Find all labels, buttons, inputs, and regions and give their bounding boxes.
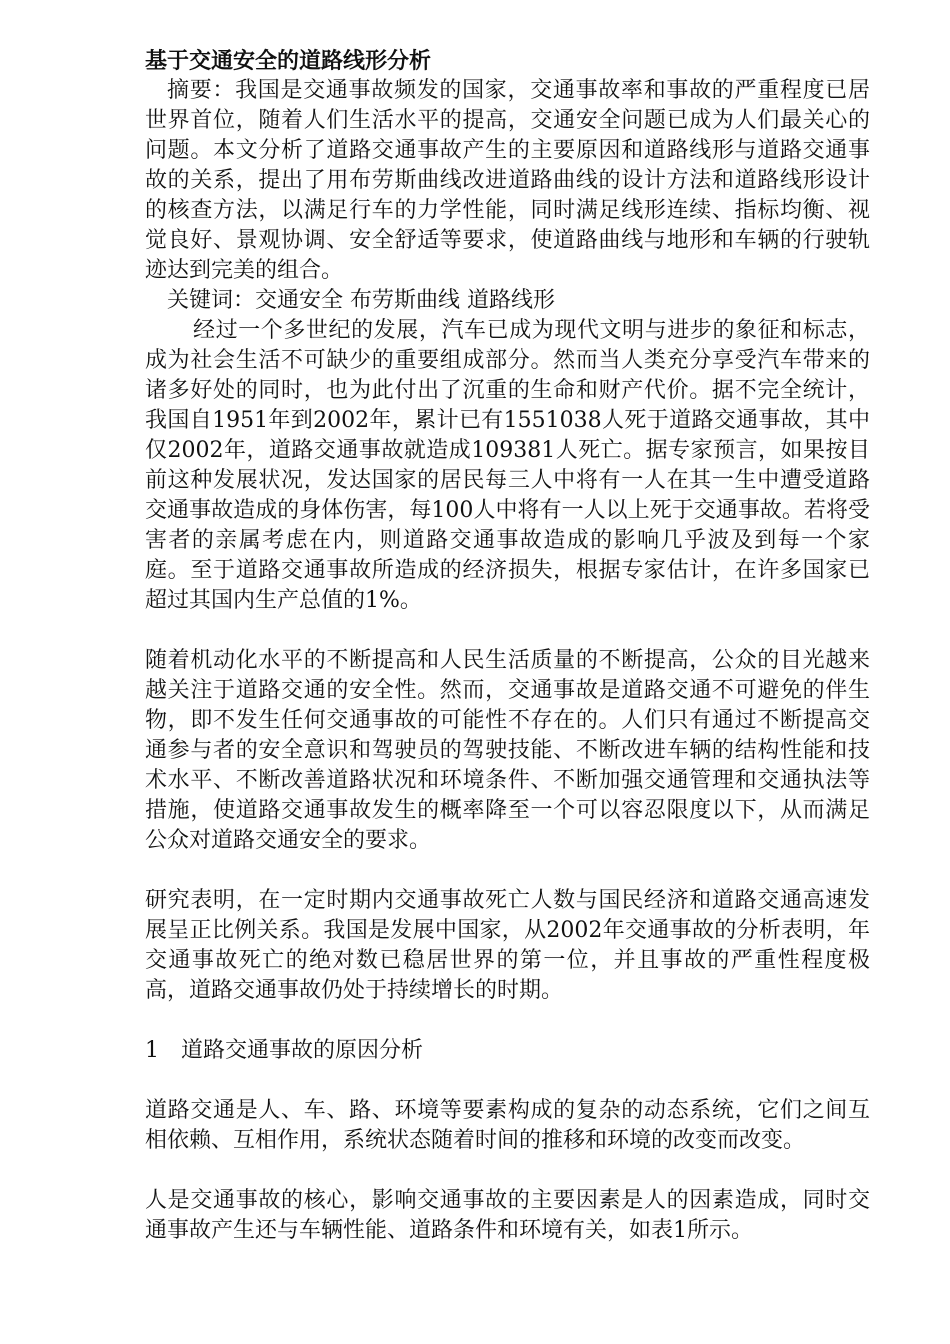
paragraph-gap [145, 1066, 870, 1096]
paragraph-gap [145, 616, 870, 646]
paper-title: 基于交通安全的道路线形分析 [145, 48, 432, 74]
body-paragraph: 随着机动化水平的不断提高和人民生活质量的不断提高，公众的目光越来越关注于道路交通的安全性。然而，交通事故是道路交通不可避免的伴生物，即不发生任何交通事故的可能性不存在的。人们只有通过不断提高交通参与者的安全意识和驾驶员的驾驶技能、不断改进车辆的结构性能和技术水平、不断改善道路状况和环境条件、不断加强交通管理和交通执法等措施，使道路交通事故发生的概率降至一个可以容忍限度以下，从而满足公众对道路交通安全的要求。 [145, 648, 870, 853]
document-page [145, 46, 870, 1246]
abstract-paragraph: 摘要：我国是交通事故频发的国家，交通事故率和事故的严重程度已居世界首位，随着人们生活水平的提高，交通安全问题已成为人们最关心的问题。本文分析了道路交通事故产生的主要原因和道路线形与道路交通事故的关系，提出了用布劳斯曲线改进道路曲线的设计方法和道路线形设计的核查方法，以满足行车的力学性能，同时满足线形连续、指标均衡、视觉良好、景观协调、安全舒适等要求，使道路曲线与地形和车辆的行驶轨迹达到完美的组合。 [145, 78, 870, 283]
paragraph-gap [145, 1006, 870, 1036]
body-paragraph: 研究表明，在一定时期内交通事故死亡人数与国民经济和道路交通高速发展呈正比例关系。我国是发展中国家，从2002年交通事故的分析表明，年交通事故死亡的绝对数已稳居世界的第一位，并且事故的严重性程度极高，道路交通事故仍处于持续增长的时期。 [145, 888, 870, 1003]
paragraph-gap [145, 1156, 870, 1186]
section-heading: 1 道路交通事故的原因分析 [145, 1038, 423, 1063]
body-paragraph: 经过一个多世纪的发展，汽车已成为现代文明与进步的象征和标志，成为社会生活不可缺少的重要组成部分。然而当人类充分享受汽车带来的诸多好处的同时，也为此付出了沉重的生命和财产代价。据不完全统计，我国自1951年到2002年，累计已有1551038人死于道路交通事故，其中仅2002年，道路交通事故就造成109381人死亡。据专家预言，如果按目前这种发展状况，发达国家的居民每三人中将有一人在其一生中遭受道路交通事故造成的身体伤害，每100人中将有一人以上死于交通事故。若将受害者的亲属考虑在内，则道路交通事故造成的影响几乎波及到每一个家庭。至于道路交通事故所造成的经济损失，根据专家估计，在许多国家已超过其国内生产总值的1%。 [145, 318, 870, 613]
paragraph-gap [145, 856, 870, 886]
body-paragraph: 道路交通是人、车、路、环境等要素构成的复杂的动态系统，它们之间互相依赖、互相作用，系统状态随着时间的推移和环境的改变而改变。 [145, 1098, 870, 1153]
body-paragraph: 人是交通事故的核心，影响交通事故的主要因素是人的因素造成，同时交通事故产生还与车辆性能、道路条件和环境有关，如表1所示。 [145, 1188, 870, 1243]
keywords-line: 关键词：交通安全 布劳斯曲线 道路线形 [167, 288, 555, 313]
